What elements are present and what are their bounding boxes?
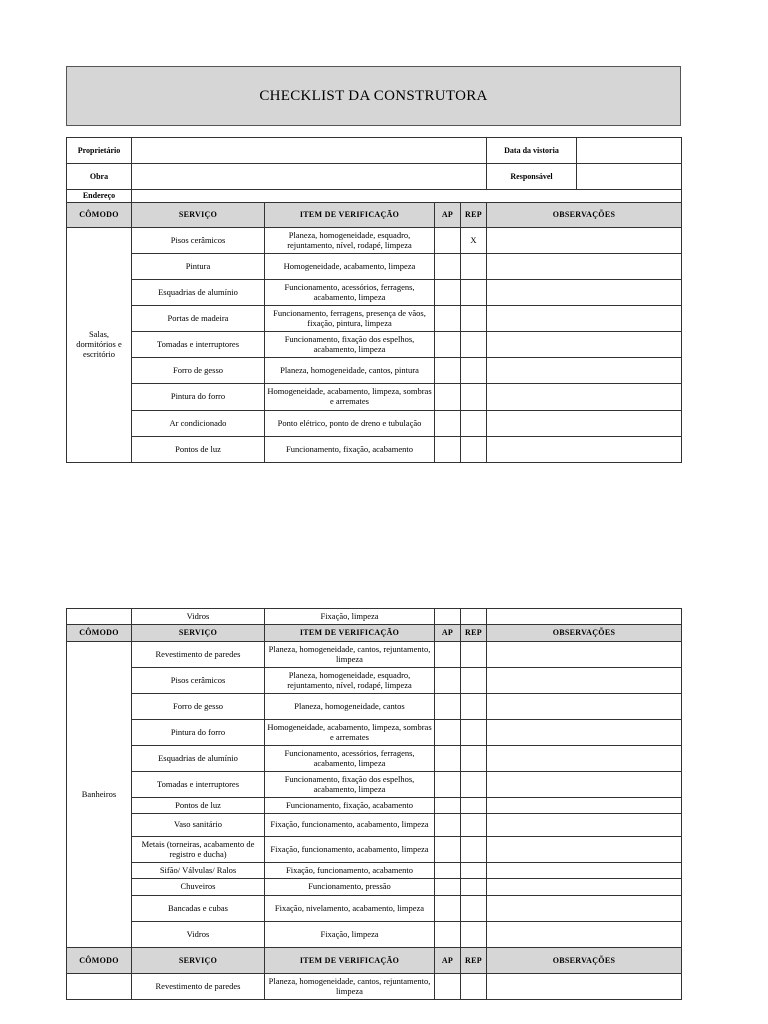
servico-cell: Revestimento de paredes — [132, 642, 265, 668]
servico-cell: Esquadrias de alumínio — [132, 746, 265, 772]
header-observacoes: OBSERVAÇÕES — [487, 625, 682, 642]
header-servico: SERVIÇO — [132, 948, 265, 974]
rep-checkbox[interactable] — [461, 306, 487, 332]
servico-cell: Esquadrias de alumínio — [132, 280, 265, 306]
rep-checkbox[interactable] — [461, 280, 487, 306]
servico-cell: Bancadas e cubas — [132, 896, 265, 922]
item-cell: Funcionamento, fixação dos espelhos, acabamento, limpeza — [265, 772, 435, 798]
item-cell: Planeza, homogeneidade, cantos, pintura — [265, 358, 435, 384]
servico-cell: Pontos de luz — [132, 798, 265, 814]
item-cell: Funcionamento, fixação, acabamento — [265, 437, 435, 463]
rep-checkbox[interactable] — [461, 609, 487, 625]
observacoes-field[interactable] — [487, 411, 682, 437]
rep-checkbox[interactable] — [461, 694, 487, 720]
rep-checkbox[interactable] — [461, 668, 487, 694]
observacoes-field[interactable] — [487, 896, 682, 922]
table-row — [67, 228, 682, 254]
rep-checkbox[interactable] — [461, 437, 487, 463]
ap-checkbox[interactable] — [435, 772, 461, 798]
servico-cell: Metais (torneiras, acabamento de registro e ducha) — [132, 837, 265, 863]
observacoes-field[interactable] — [487, 746, 682, 772]
ap-checkbox[interactable] — [435, 358, 461, 384]
table-row — [67, 746, 682, 772]
rep-checkbox[interactable] — [461, 974, 487, 1000]
obra-label: Obra — [67, 164, 132, 190]
endereco-field[interactable] — [132, 190, 682, 203]
rep-checkbox[interactable] — [461, 772, 487, 798]
ap-checkbox[interactable] — [435, 437, 461, 463]
checklist-table-page-1 — [66, 137, 682, 463]
header-ap: AP — [435, 203, 461, 228]
table-row — [67, 694, 682, 720]
observacoes-field[interactable] — [487, 384, 682, 411]
servico-cell: Vidros — [132, 922, 265, 948]
rep-checkbox[interactable]: X — [461, 228, 487, 254]
item-cell: Fixação, funcionamento, acabamento, limpeza — [265, 814, 435, 837]
item-cell: Planeza, homogeneidade, cantos, rejuntamento, limpeza — [265, 642, 435, 668]
item-cell: Fixação, funcionamento, acabamento, limpeza — [265, 837, 435, 863]
servico-cell: Tomadas e interruptores — [132, 772, 265, 798]
observacoes-field[interactable] — [487, 642, 682, 668]
header-comodo: CÔMODO — [67, 203, 132, 228]
table-row — [67, 642, 682, 668]
ap-checkbox[interactable] — [435, 254, 461, 280]
carry-room-cell — [67, 609, 132, 625]
rep-checkbox[interactable] — [461, 720, 487, 746]
servico-cell: Forro de gesso — [132, 694, 265, 720]
servico-cell: Pisos cerâmicos — [132, 228, 265, 254]
observacoes-field[interactable] — [487, 798, 682, 814]
data-vistoria-label: Data da vistoria — [487, 138, 577, 164]
data-vistoria-field[interactable] — [577, 138, 682, 164]
item-cell: Funcionamento, acessórios, ferragens, acabamento, limpeza — [265, 280, 435, 306]
table-row — [67, 896, 682, 922]
servico-cell: Pintura do forro — [132, 384, 265, 411]
obra-field[interactable] — [132, 164, 487, 190]
header-observacoes: OBSERVAÇÕES — [487, 203, 682, 228]
ap-checkbox[interactable] — [435, 863, 461, 879]
observacoes-field[interactable] — [487, 358, 682, 384]
header-comodo: CÔMODO — [67, 625, 132, 642]
item-cell: Fixação, funcionamento, acabamento — [265, 863, 435, 879]
table-row — [67, 772, 682, 798]
table-row — [67, 974, 682, 1000]
rep-checkbox[interactable] — [461, 798, 487, 814]
observacoes-field[interactable] — [487, 814, 682, 837]
rep-checkbox[interactable] — [461, 896, 487, 922]
ap-checkbox[interactable] — [435, 879, 461, 896]
item-cell: Funcionamento, fixação, acabamento — [265, 798, 435, 814]
header-rep: REP — [461, 203, 487, 228]
ap-checkbox[interactable] — [435, 746, 461, 772]
rep-checkbox[interactable] — [461, 642, 487, 668]
ap-checkbox[interactable] — [435, 280, 461, 306]
rep-checkbox[interactable] — [461, 814, 487, 837]
item-cell: Planeza, homogeneidade, esquadro, rejuntamento, nível, rodapé, limpeza — [265, 668, 435, 694]
header-item: ITEM DE VERIFICAÇÃO — [265, 625, 435, 642]
servico-cell: Forro de gesso — [132, 358, 265, 384]
table-row — [67, 879, 682, 896]
rep-checkbox[interactable] — [461, 358, 487, 384]
ap-checkbox[interactable] — [435, 814, 461, 837]
table-row — [67, 814, 682, 837]
ap-checkbox[interactable] — [435, 306, 461, 332]
room-cell-next — [67, 974, 132, 1000]
observacoes-field[interactable] — [487, 863, 682, 879]
item-cell: Planeza, homogeneidade, cantos — [265, 694, 435, 720]
ap-checkbox[interactable] — [435, 411, 461, 437]
endereco-label: Endereço — [67, 190, 132, 203]
observacoes-field[interactable] — [487, 879, 682, 896]
item-cell: Funcionamento, pressão — [265, 879, 435, 896]
servico-cell: Vidros — [132, 609, 265, 625]
servico-cell: Vaso sanitário — [132, 814, 265, 837]
observacoes-field[interactable] — [487, 228, 682, 254]
table-row — [67, 358, 682, 384]
item-cell: Planeza, homogeneidade, cantos, rejuntamento, limpeza — [265, 974, 435, 1000]
table-row — [67, 798, 682, 814]
item-cell: Funcionamento, fixação dos espelhos, acabamento, limpeza — [265, 332, 435, 358]
ap-checkbox[interactable] — [435, 896, 461, 922]
ap-checkbox[interactable] — [435, 694, 461, 720]
ap-checkbox[interactable] — [435, 974, 461, 1000]
item-cell: Fixação, nivelamento, acabamento, limpeza — [265, 896, 435, 922]
item-cell: Fixação, limpeza — [265, 609, 435, 625]
table-row — [67, 922, 682, 948]
table-row — [67, 668, 682, 694]
observacoes-field[interactable] — [487, 437, 682, 463]
servico-cell: Sifão/ Válvulas/ Ralos — [132, 863, 265, 879]
ap-checkbox[interactable] — [435, 384, 461, 411]
observacoes-field[interactable] — [487, 974, 682, 1000]
servico-cell: Pintura — [132, 254, 265, 280]
header-ap: AP — [435, 625, 461, 642]
page-title-text: CHECKLIST DA CONSTRUTORA — [259, 87, 488, 104]
rep-checkbox[interactable] — [461, 922, 487, 948]
checklist-table-page-2 — [66, 608, 682, 1000]
header-item: ITEM DE VERIFICAÇÃO — [265, 203, 435, 228]
ap-checkbox[interactable] — [435, 332, 461, 358]
table-row — [67, 254, 682, 280]
ap-checkbox[interactable] — [435, 720, 461, 746]
servico-cell: Revestimento de paredes — [132, 974, 265, 1000]
proprietario-field[interactable] — [132, 138, 487, 164]
rep-checkbox[interactable] — [461, 879, 487, 896]
ap-checkbox[interactable] — [435, 228, 461, 254]
observacoes-field[interactable] — [487, 609, 682, 625]
proprietario-label: Proprietário — [67, 138, 132, 164]
rep-checkbox[interactable] — [461, 411, 487, 437]
ap-checkbox[interactable] — [435, 668, 461, 694]
header-servico: SERVIÇO — [132, 203, 265, 228]
header-item: ITEM DE VERIFICAÇÃO — [265, 948, 435, 974]
rep-checkbox[interactable] — [461, 863, 487, 879]
table-row — [67, 411, 682, 437]
servico-cell: Portas de madeira — [132, 306, 265, 332]
item-cell: Homogeneidade, acabamento, limpeza, sombras e arremates — [265, 384, 435, 411]
observacoes-field[interactable] — [487, 694, 682, 720]
servico-cell: Ar condicionado — [132, 411, 265, 437]
observacoes-field[interactable] — [487, 254, 682, 280]
room-cell-salas: Salas, dormitórios e escritório — [67, 228, 132, 463]
item-cell: Funcionamento, acessórios, ferragens, acabamento, limpeza — [265, 746, 435, 772]
rep-checkbox[interactable] — [461, 254, 487, 280]
observacoes-field[interactable] — [487, 720, 682, 746]
rep-checkbox[interactable] — [461, 332, 487, 358]
table-row — [67, 332, 682, 358]
page-title — [66, 66, 681, 126]
ap-checkbox[interactable] — [435, 642, 461, 668]
observacoes-field[interactable] — [487, 922, 682, 948]
item-cell: Homogeneidade, acabamento, limpeza — [265, 254, 435, 280]
rep-checkbox[interactable] — [461, 746, 487, 772]
ap-checkbox[interactable] — [435, 609, 461, 625]
observacoes-field[interactable] — [487, 332, 682, 358]
ap-checkbox[interactable] — [435, 922, 461, 948]
responsavel-label: Responsável — [487, 164, 577, 190]
observacoes-field[interactable] — [487, 280, 682, 306]
rep-checkbox[interactable] — [461, 384, 487, 411]
item-cell: Ponto elétrico, ponto de dreno e tubulação — [265, 411, 435, 437]
ap-checkbox[interactable] — [435, 837, 461, 863]
header-rep: REP — [461, 948, 487, 974]
servico-cell: Chuveiros — [132, 879, 265, 896]
header-comodo: CÔMODO — [67, 948, 132, 974]
servico-cell: Tomadas e interruptores — [132, 332, 265, 358]
header-observacoes: OBSERVAÇÕES — [487, 948, 682, 974]
ap-checkbox[interactable] — [435, 798, 461, 814]
item-cell: Planeza, homogeneidade, esquadro, rejuntamento, nível, rodapé, limpeza — [265, 228, 435, 254]
table-row — [67, 837, 682, 863]
item-cell: Fixação, limpeza — [265, 922, 435, 948]
table-row — [67, 306, 682, 332]
table-row — [67, 437, 682, 463]
header-servico: SERVIÇO — [132, 625, 265, 642]
header-rep: REP — [461, 625, 487, 642]
table-row — [67, 384, 682, 411]
servico-cell: Pisos cerâmicos — [132, 668, 265, 694]
servico-cell: Pontos de luz — [132, 437, 265, 463]
servico-cell: Pintura do forro — [132, 720, 265, 746]
rep-checkbox[interactable] — [461, 837, 487, 863]
observacoes-field[interactable] — [487, 306, 682, 332]
table-row — [67, 280, 682, 306]
table-row — [67, 720, 682, 746]
header-ap: AP — [435, 948, 461, 974]
observacoes-field[interactable] — [487, 772, 682, 798]
observacoes-field[interactable] — [487, 668, 682, 694]
table-row — [67, 863, 682, 879]
item-cell: Homogeneidade, acabamento, limpeza, sombras e arremates — [265, 720, 435, 746]
responsavel-field[interactable] — [577, 164, 682, 190]
observacoes-field[interactable] — [487, 837, 682, 863]
room-cell-banheiros: Banheiros — [67, 642, 132, 948]
item-cell: Funcionamento, ferragens, presença de vãos, fixação, pintura, limpeza — [265, 306, 435, 332]
